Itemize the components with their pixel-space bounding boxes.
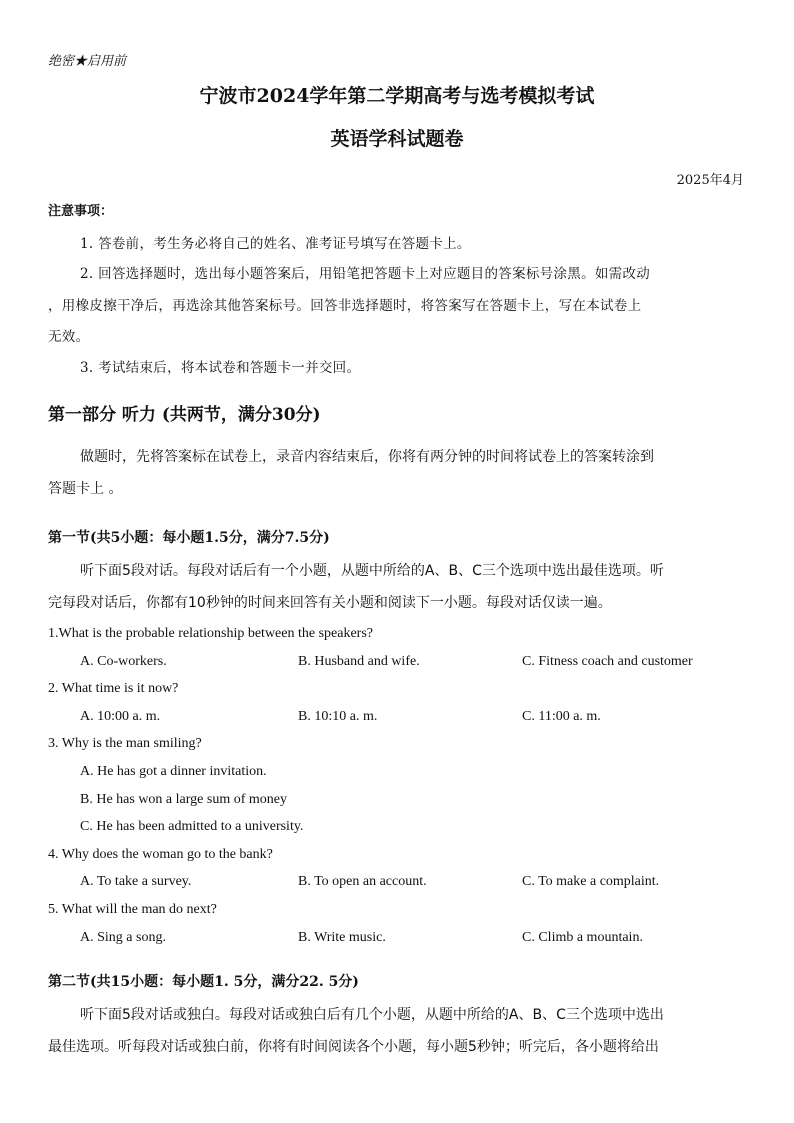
q5-option-b: B. Write music. bbox=[298, 930, 386, 945]
q1-option-c: C. Fitness coach and customer bbox=[522, 654, 693, 669]
q2-option-a: A. 10:00 a. m. bbox=[80, 709, 161, 724]
q1-option-b: B. Husband and wife. bbox=[298, 654, 420, 669]
q4-option-b: B. To open an account. bbox=[298, 874, 427, 889]
section1-heading: 第一节(共5小题：每小题1.5分，满分7.5分) bbox=[48, 530, 330, 546]
exam-subtitle: 英语学科试题卷 bbox=[330, 128, 464, 150]
notes-heading: 注意事项： bbox=[48, 204, 114, 219]
q5-option-a: A. Sing a song. bbox=[80, 930, 166, 945]
section1-intro-line2: 完每段对话后，你都有10秒钟的时间来回答有关小题和阅读下一小题。每段对话仅读一遍。 bbox=[48, 595, 612, 611]
q4-option-a: A. To take a survey. bbox=[80, 874, 192, 889]
q3-option-b: B. He has won a large sum of money bbox=[80, 792, 287, 807]
question-2: 2. What time is it now? bbox=[48, 681, 179, 696]
part1-intro-line1: 做题时，先将答案标在试卷上，录音内容结束后，你将有两分钟的时间将试卷上的答案转涂到 bbox=[80, 449, 654, 465]
question-1: 1.What is the probable relationship between the speakers? bbox=[48, 626, 373, 641]
question-5: 5. What will the man do next? bbox=[48, 902, 217, 917]
q5-option-c: C. Climb a mountain. bbox=[522, 930, 643, 945]
part1-intro-line2: 答题卡上 。 bbox=[48, 481, 123, 497]
q2-option-c: C. 11:00 a. m. bbox=[522, 709, 601, 724]
note-item-3: 3. 考试结束后，将本试卷和答题卡一并交回。 bbox=[80, 360, 361, 376]
q2-option-b: B. 10:10 a. m. bbox=[298, 709, 378, 724]
section2-heading: 第二节(共15小题：每小题1. 5分，满分22. 5分) bbox=[48, 974, 359, 990]
exam-date: 2025年4月 bbox=[676, 173, 744, 188]
section2-intro-line1: 听下面5段对话或独白。每段对话或独白后有几个小题，从题中所给的A、B、C三个选项中选出 bbox=[80, 1007, 664, 1023]
q3-option-c: C. He has been admitted to a university. bbox=[80, 819, 304, 834]
q1-option-a: A. Co-workers. bbox=[80, 654, 167, 669]
section1-intro-line1: 听下面5段对话。每段对话后有一个小题，从题中所给的A、B、C三个选项中选出最佳选项。听 bbox=[80, 563, 664, 579]
confidential-mark: 绝密★启用前 bbox=[48, 54, 127, 69]
question-4: 4. Why does the woman go to the bank? bbox=[48, 847, 273, 862]
note-item-2-line2: ，用橡皮擦干净后，再选涂其他答案标号。回答非选择题时，将答案写在答题卡上，写在本试卷上 bbox=[48, 298, 642, 314]
note-item-1: 1. 答卷前，考生务必将自己的姓名、准考证号填写在答题卡上。 bbox=[80, 236, 471, 252]
q4-option-c: C. To make a complaint. bbox=[522, 874, 660, 889]
exam-title: 宁波市2024学年第二学期高考与选考模拟考试 bbox=[199, 85, 595, 107]
section2-intro-line2: 最佳选项。听每段对话或独白前，你将有时间阅读各个小题，每小题5秒钟；听完后，各小题将给出 bbox=[48, 1039, 659, 1055]
q3-option-a: A. He has got a dinner invitation. bbox=[80, 764, 267, 779]
part1-heading: 第一部分 听力 (共两节，满分30分) bbox=[48, 405, 321, 425]
question-3: 3. Why is the man smiling? bbox=[48, 736, 202, 751]
note-item-2-line3: 无效。 bbox=[48, 329, 90, 345]
note-item-2-line1: 2. 回答选择题时，选出每小题答案后，用铅笔把答题卡上对应题目的答案标号涂黑。如需改动 bbox=[80, 266, 651, 282]
